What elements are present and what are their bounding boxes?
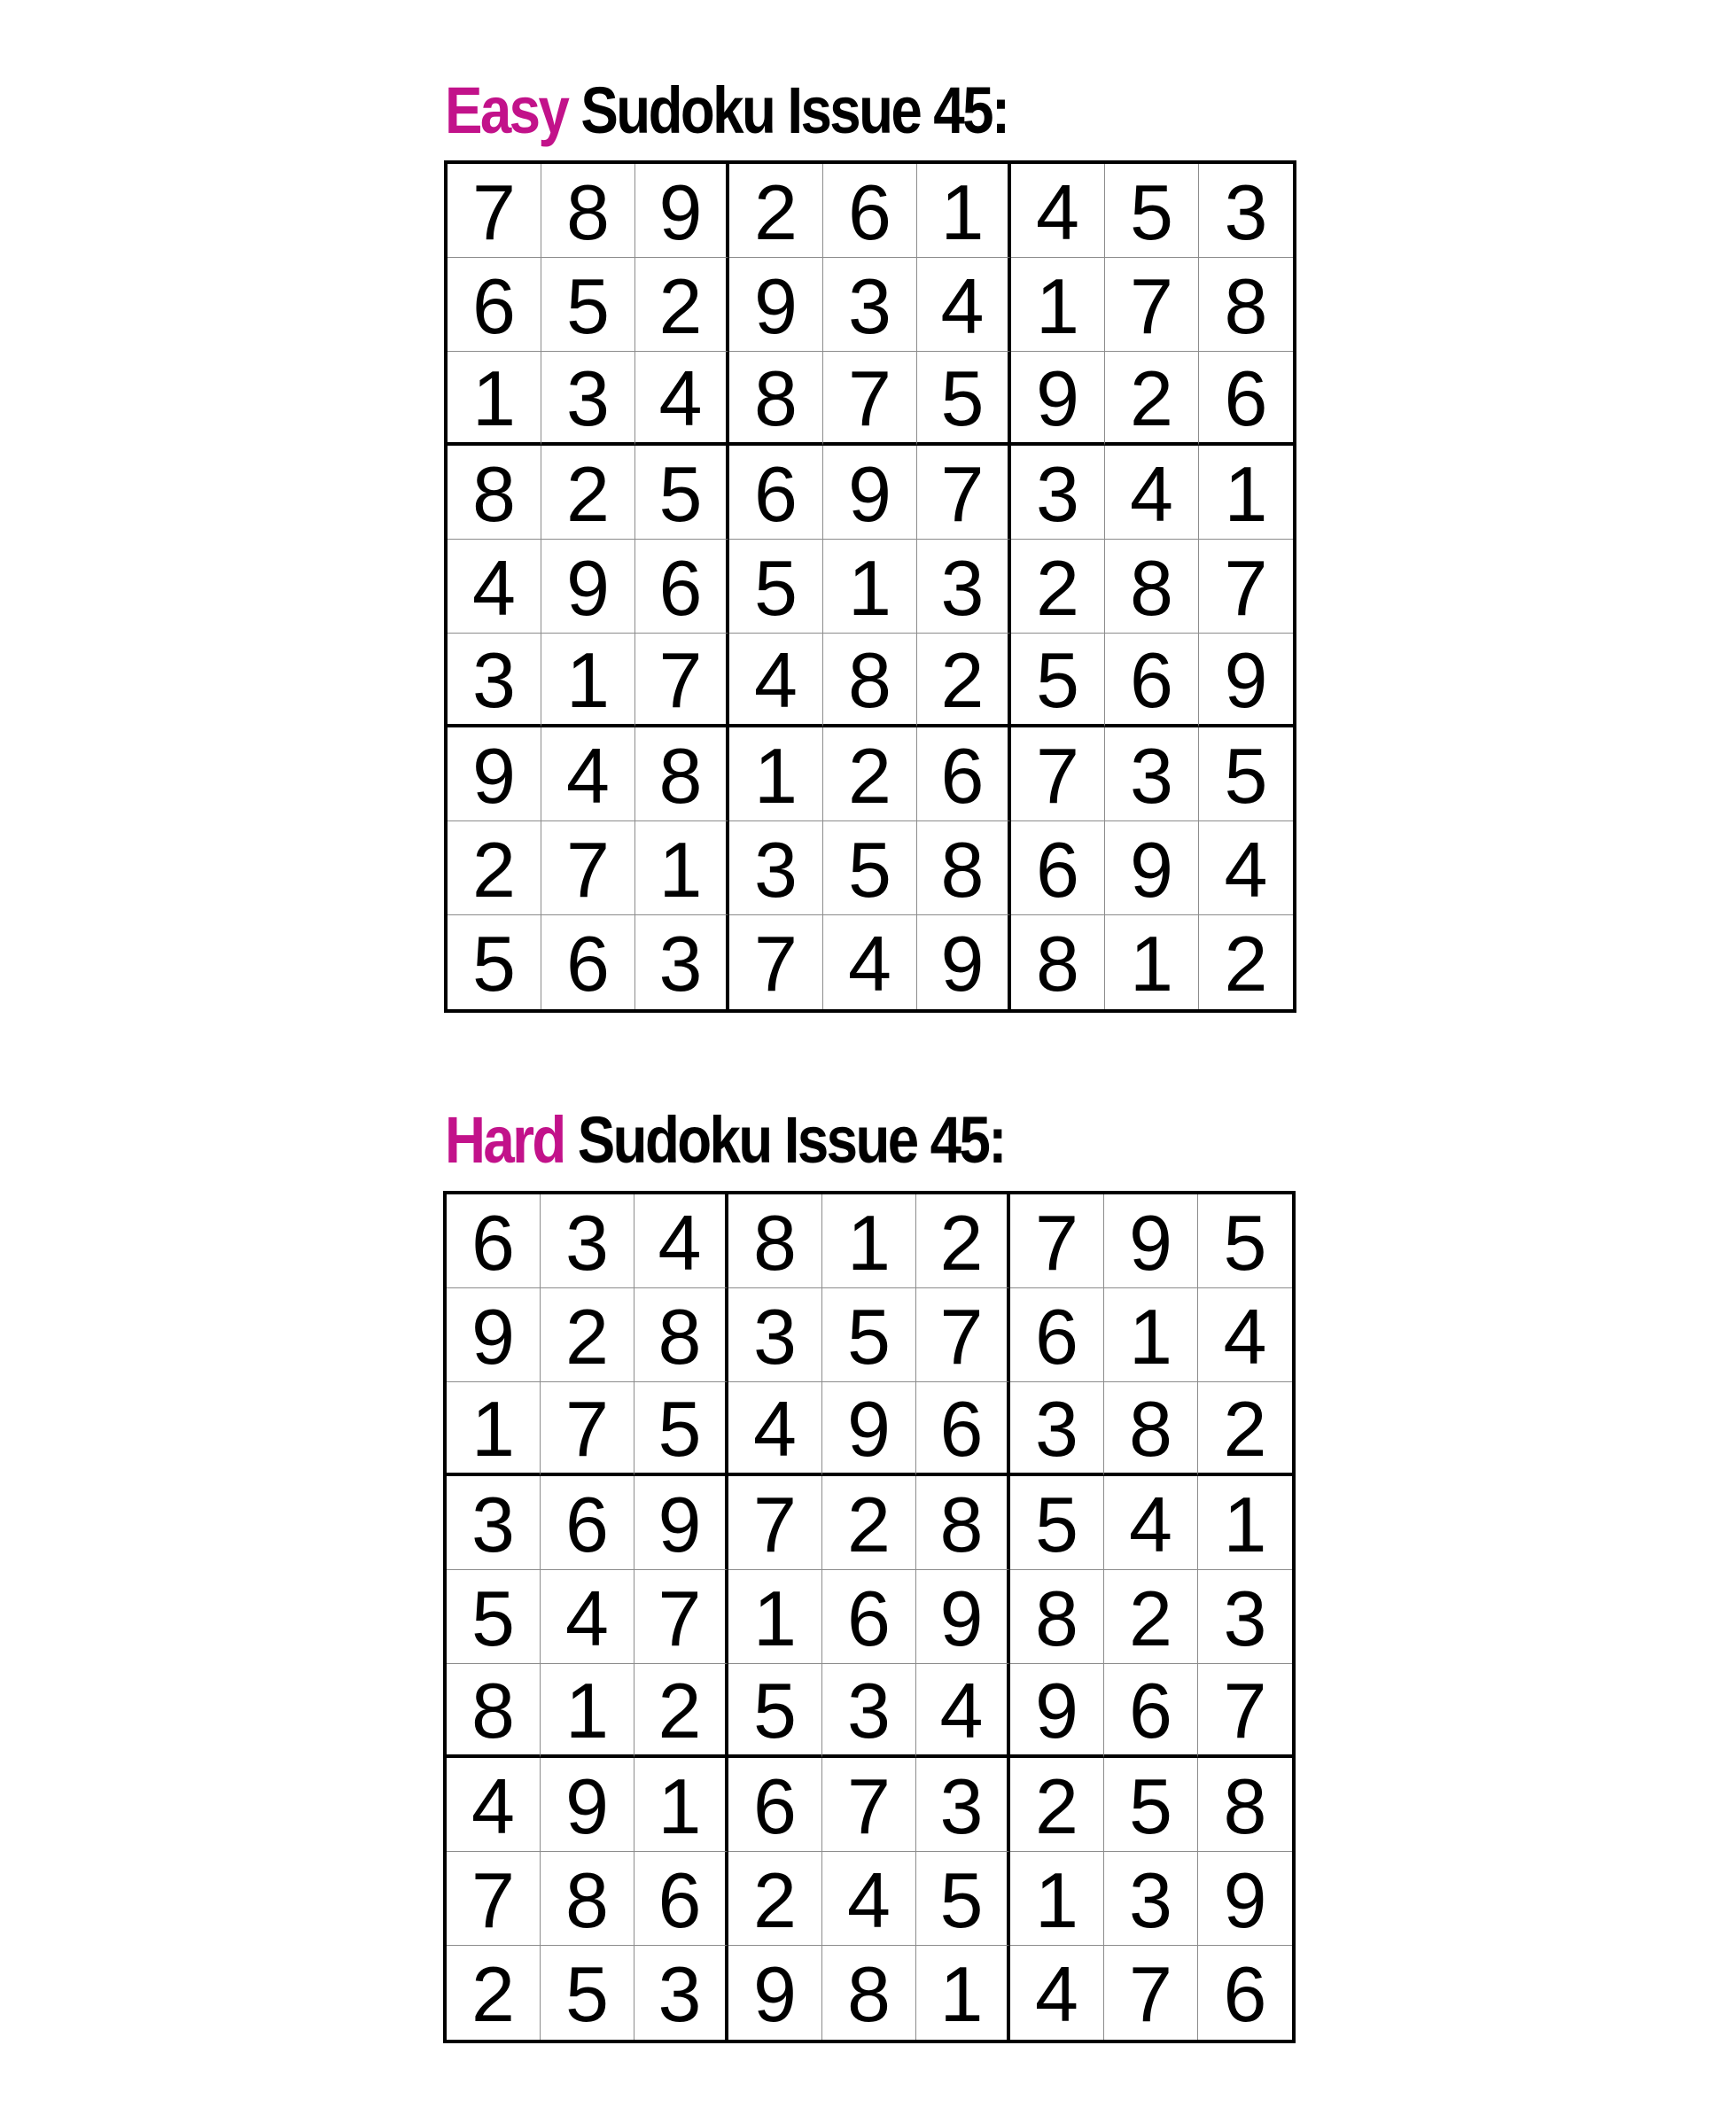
easy-cell-r3c8: 2 [1105, 352, 1199, 446]
easy-cell-r3c7: 9 [1011, 352, 1105, 446]
easy-cell-r4c9: 1 [1199, 446, 1293, 540]
easy-cell-r3c6: 5 [917, 352, 1011, 446]
easy-cell-r5c5: 1 [823, 540, 917, 634]
hard-cell-r1c2: 3 [541, 1194, 634, 1288]
hard-cell-r2c9: 4 [1198, 1288, 1292, 1382]
hard-cell-r9c1: 2 [447, 1946, 541, 2040]
hard-cell-r5c2: 4 [541, 1570, 634, 1664]
hard-cell-r1c4: 8 [728, 1194, 822, 1288]
hard-cell-r3c2: 7 [541, 1382, 634, 1476]
hard-cell-r5c4: 1 [728, 1570, 822, 1664]
easy-cell-r3c5: 7 [823, 352, 917, 446]
easy-cell-r8c3: 1 [635, 821, 729, 915]
hard-cell-r9c4: 9 [728, 1946, 822, 2040]
hard-cell-r6c9: 7 [1198, 1664, 1292, 1758]
easy-cell-r1c5: 6 [823, 164, 917, 258]
easy-cell-r5c8: 8 [1105, 540, 1199, 634]
easy-cell-r1c3: 9 [635, 164, 729, 258]
hard-cell-r3c8: 8 [1104, 1382, 1198, 1476]
hard-cell-r7c4: 6 [728, 1758, 822, 1852]
hard-cell-r7c6: 3 [916, 1758, 1010, 1852]
hard-cell-r4c6: 8 [916, 1476, 1010, 1570]
hard-cell-r2c1: 9 [447, 1288, 541, 1382]
hard-cell-r1c1: 6 [447, 1194, 541, 1288]
easy-cell-r2c9: 8 [1199, 258, 1293, 352]
hard-cell-r7c2: 9 [541, 1758, 634, 1852]
hard-difficulty-label: Hard [445, 1103, 564, 1177]
hard-cell-r8c6: 5 [916, 1852, 1010, 1946]
hard-cell-r5c3: 7 [634, 1570, 728, 1664]
easy-cell-r4c6: 7 [917, 446, 1011, 540]
easy-cell-r7c5: 2 [823, 727, 917, 821]
hard-cell-r3c3: 5 [634, 1382, 728, 1476]
easy-cell-r7c4: 1 [729, 727, 823, 821]
easy-cell-r6c2: 1 [541, 634, 635, 727]
easy-cell-r1c7: 4 [1011, 164, 1105, 258]
hard-cell-r1c3: 4 [634, 1194, 728, 1288]
easy-cell-r9c8: 1 [1105, 915, 1199, 1009]
easy-cell-r6c4: 4 [729, 634, 823, 727]
easy-cell-r2c7: 1 [1011, 258, 1105, 352]
hard-cell-r4c9: 1 [1198, 1476, 1292, 1570]
hard-cell-r8c8: 3 [1104, 1852, 1198, 1946]
easy-cell-r9c5: 4 [823, 915, 917, 1009]
hard-cell-r7c9: 8 [1198, 1758, 1292, 1852]
hard-cell-r3c5: 9 [822, 1382, 916, 1476]
easy-cell-r8c1: 2 [448, 821, 541, 915]
easy-cell-r7c1: 9 [448, 727, 541, 821]
easy-cell-r8c2: 7 [541, 821, 635, 915]
hard-cell-r9c7: 4 [1010, 1946, 1104, 2040]
easy-cell-r9c6: 9 [917, 915, 1011, 1009]
easy-cell-r4c1: 8 [448, 446, 541, 540]
hard-cell-r6c2: 1 [541, 1664, 634, 1758]
easy-sudoku-grid [444, 160, 1296, 1013]
hard-cell-r8c2: 8 [541, 1852, 634, 1946]
hard-cell-r8c5: 4 [822, 1852, 916, 1946]
hard-cell-r1c5: 1 [822, 1194, 916, 1288]
hard-cell-r9c9: 6 [1223, 1950, 1267, 2038]
hard-cell-r1c6: 2 [916, 1194, 1010, 1288]
easy-cell-r9c2: 6 [541, 915, 635, 1009]
hard-cell-r2c7: 6 [1010, 1288, 1104, 1382]
easy-cell-r9c3: 3 [635, 915, 729, 1009]
easy-cell-r6c6: 2 [917, 634, 1011, 727]
easy-cell-r7c7: 7 [1011, 727, 1105, 821]
easy-cell-r6c3: 7 [635, 634, 729, 727]
easy-cell-r2c5: 3 [823, 258, 917, 352]
easy-cell-r4c7: 3 [1011, 446, 1105, 540]
hard-cell-r2c8: 1 [1104, 1288, 1198, 1382]
easy-cell-r9c1: 5 [448, 915, 541, 1009]
easy-cell-r5c4: 5 [729, 540, 823, 634]
hard-cell-r7c1: 4 [447, 1758, 541, 1852]
easy-cell-r2c3: 2 [635, 258, 729, 352]
hard-cell-r6c4: 5 [728, 1664, 822, 1758]
hard-cell-r4c1: 3 [447, 1476, 541, 1570]
hard-cell-r9c6: 1 [916, 1946, 1010, 2040]
hard-cell-r8c7: 1 [1010, 1852, 1104, 1946]
hard-cell-r7c3: 1 [634, 1758, 728, 1852]
easy-cell-r8c7: 6 [1011, 821, 1105, 915]
hard-cell-r9c5: 8 [822, 1946, 916, 2040]
easy-cell-r5c3: 6 [635, 540, 729, 634]
easy-cell-r4c2: 2 [541, 446, 635, 540]
hard-cell-r9c2: 5 [541, 1946, 634, 2040]
hard-cell-r2c2: 2 [541, 1288, 634, 1382]
hard-cell-r6c8: 6 [1104, 1664, 1198, 1758]
hard-title-text: Sudoku Issue 45: [564, 1103, 1005, 1177]
hard-cell-r1c8: 9 [1104, 1194, 1198, 1288]
hard-cell-r4c2: 6 [541, 1476, 634, 1570]
easy-cell-r3c1: 1 [448, 352, 541, 446]
hard-cell-r5c6: 9 [916, 1570, 1010, 1664]
easy-cell-r4c8: 4 [1105, 446, 1199, 540]
hard-sudoku-title [445, 1103, 1005, 1177]
hard-cell-r5c1: 5 [447, 1570, 541, 1664]
easy-cell-r7c2: 4 [541, 727, 635, 821]
easy-cell-r5c2: 9 [541, 540, 635, 634]
hard-cell-r5c9: 3 [1198, 1570, 1292, 1664]
easy-cell-r4c5: 9 [823, 446, 917, 540]
easy-cell-r1c9: 3 [1199, 164, 1293, 258]
hard-cell-r4c5: 2 [822, 1476, 916, 1570]
hard-cell-r3c7: 3 [1010, 1382, 1104, 1476]
easy-cell-r8c6: 8 [917, 821, 1011, 915]
easy-difficulty-label: Easy [445, 74, 568, 147]
easy-cell-r8c8: 9 [1105, 821, 1199, 915]
easy-cell-r2c6: 4 [917, 258, 1011, 352]
easy-cell-r9c4: 7 [729, 915, 823, 1009]
hard-cell-r2c4: 3 [728, 1288, 822, 1382]
easy-cell-r2c4: 9 [729, 258, 823, 352]
hard-cell-r5c8: 2 [1104, 1570, 1198, 1664]
easy-cell-r1c8: 5 [1105, 164, 1199, 258]
easy-sudoku-title [445, 74, 1008, 147]
easy-cell-r3c3: 4 [635, 352, 729, 446]
easy-cell-r8c4: 3 [729, 821, 823, 915]
hard-cell-r2c3: 8 [634, 1288, 728, 1382]
hard-cell-r6c3: 2 [634, 1664, 728, 1758]
hard-cell-r2c6: 7 [916, 1288, 1010, 1382]
easy-cell-r3c2: 3 [541, 352, 635, 446]
easy-cell-r3c9: 6 [1199, 352, 1293, 446]
hard-cell-r8c3: 6 [634, 1852, 728, 1946]
hard-cell-r3c4: 4 [728, 1382, 822, 1476]
hard-cell-r5c7: 8 [1010, 1570, 1104, 1664]
hard-cell-r7c8: 5 [1104, 1758, 1198, 1852]
hard-cell-r3c1: 1 [447, 1382, 541, 1476]
hard-cell-r6c5: 3 [822, 1664, 916, 1758]
easy-cell-r6c8: 6 [1105, 634, 1199, 727]
hard-cell-r8c4: 2 [728, 1852, 822, 1946]
easy-cell-r2c8: 7 [1105, 258, 1199, 352]
easy-cell-r7c3: 8 [635, 727, 729, 821]
easy-cell-r1c1: 7 [448, 164, 541, 258]
easy-cell-r6c7: 5 [1011, 634, 1105, 727]
hard-cell-r5c5: 6 [822, 1570, 916, 1664]
hard-cell-r1c7: 7 [1010, 1194, 1104, 1288]
easy-cell-r6c1: 3 [448, 634, 541, 727]
hard-cell-r3c9: 2 [1198, 1382, 1292, 1476]
hard-cell-r9c8: 7 [1104, 1946, 1198, 2040]
easy-cell-r8c9: 4 [1199, 821, 1293, 915]
easy-cell-r1c2: 8 [541, 164, 635, 258]
easy-cell-r1c6: 1 [917, 164, 1011, 258]
hard-cell-r7c7: 2 [1010, 1758, 1104, 1852]
hard-cell-r4c7: 5 [1010, 1476, 1104, 1570]
hard-cell-r6c6: 4 [916, 1664, 1010, 1758]
hard-cell-r8c9: 9 [1198, 1852, 1292, 1946]
easy-cell-r2c1: 6 [448, 258, 541, 352]
hard-cell-r2c5: 5 [822, 1288, 916, 1382]
easy-cell-r5c6: 3 [917, 540, 1011, 634]
easy-cell-r9c7: 8 [1011, 915, 1105, 1009]
hard-cell-r8c1: 7 [447, 1852, 541, 1946]
hard-cell-r4c4: 7 [728, 1476, 822, 1570]
easy-cell-r9c9: 2 [1224, 920, 1268, 1007]
easy-cell-r6c5: 8 [823, 634, 917, 727]
easy-cell-r5c1: 4 [448, 540, 541, 634]
easy-cell-r3c4: 8 [729, 352, 823, 446]
hard-cell-r4c8: 4 [1104, 1476, 1198, 1570]
easy-cell-r2c2: 5 [541, 258, 635, 352]
hard-cell-r1c9: 5 [1198, 1194, 1292, 1288]
easy-cell-r5c9: 7 [1199, 540, 1293, 634]
hard-sudoku-grid [443, 1191, 1296, 2043]
hard-cell-r6c7: 9 [1010, 1664, 1104, 1758]
easy-cell-r7c9: 5 [1199, 727, 1293, 821]
hard-cell-r3c6: 6 [916, 1382, 1010, 1476]
easy-cell-r1c4: 2 [729, 164, 823, 258]
easy-cell-r8c5: 5 [823, 821, 917, 915]
easy-cell-r7c6: 6 [917, 727, 1011, 821]
easy-cell-r5c7: 2 [1011, 540, 1105, 634]
hard-cell-r4c3: 9 [634, 1476, 728, 1570]
hard-cell-r6c1: 8 [447, 1664, 541, 1758]
easy-title-text: Sudoku Issue 45: [567, 74, 1008, 147]
hard-cell-r7c5: 7 [822, 1758, 916, 1852]
easy-cell-r4c4: 6 [729, 446, 823, 540]
hard-cell-r9c3: 3 [634, 1946, 728, 2040]
easy-cell-r4c3: 5 [635, 446, 729, 540]
easy-cell-r6c9: 9 [1199, 634, 1293, 727]
easy-cell-r7c8: 3 [1105, 727, 1199, 821]
